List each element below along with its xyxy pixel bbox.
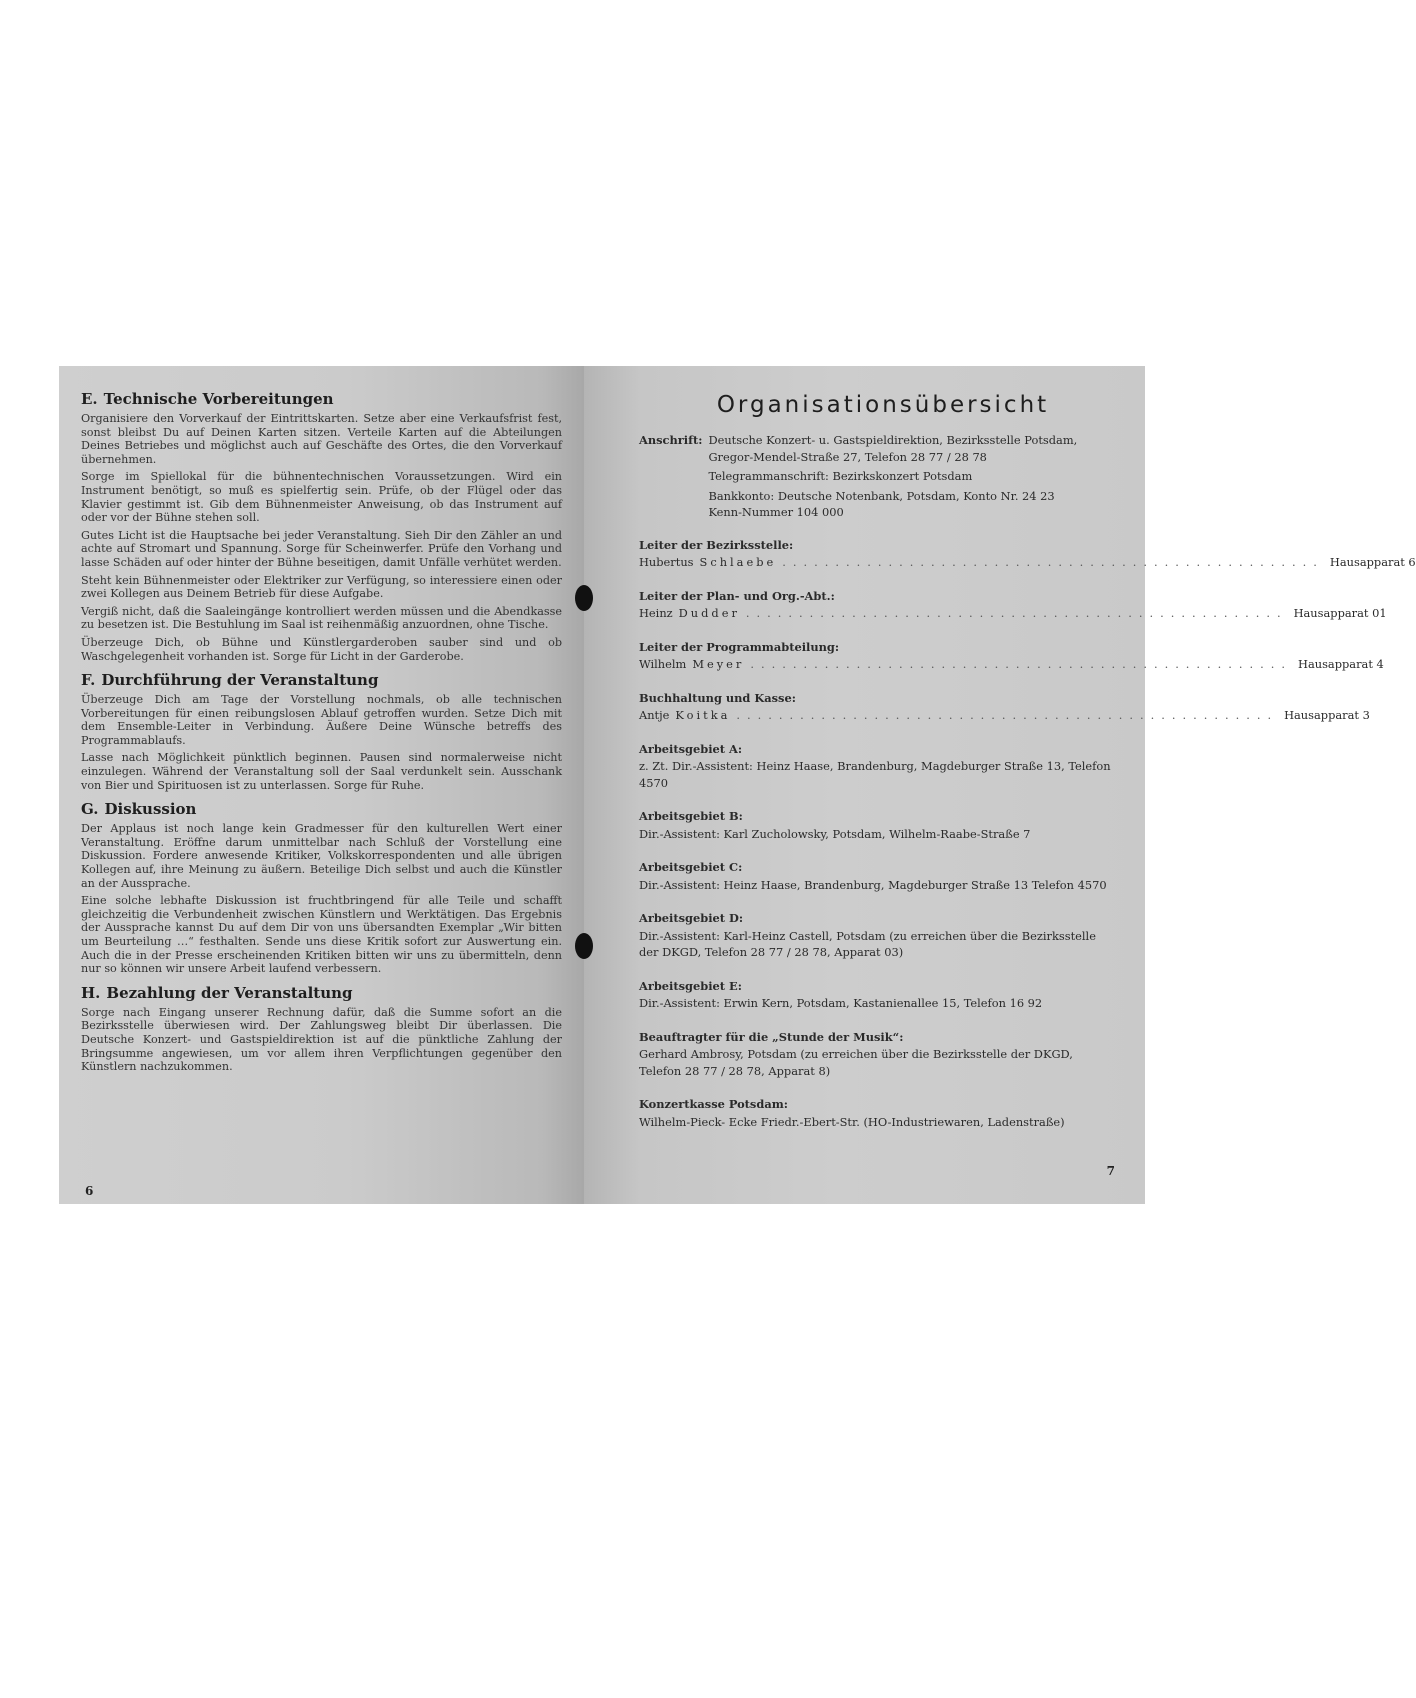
paragraph: Organisiere den Vorverkauf der Eintrittskarten. Setze aber eine Verkaufsfrist fest, sonst bleibst Du auf Deinen Karten sitzen. Verteile Karten auf die Abteilungen Deines Betriebes und möglichst auch auf Geschäfte des Ortes, die den Vorverkauf übernehmen. xyxy=(81,412,562,466)
entry-heading: Arbeitsgebiet E: xyxy=(639,978,742,993)
paragraph: Der Applaus ist noch lange kein Gradmesser für den kulturellen Wert einer Veranstaltung. Eröffne darum unmittelbar nach Schluß der Vorstellung eine Diskussion. Fordere anwesende Kritiker, Volkskorrespondenten und alle übrigen Kollegen auf, ihre Meinung zu äußern. Beteilige Dich selbst und auch die Künstler an der Aussprache. xyxy=(81,822,562,890)
area-entry xyxy=(639,1096,1115,1130)
area-entry xyxy=(639,910,1115,961)
area-entry xyxy=(639,741,1115,792)
leader-entry xyxy=(639,588,1387,622)
punch-hole xyxy=(575,933,593,959)
section-heading xyxy=(81,984,562,1002)
last-name: Meyer xyxy=(692,657,745,671)
section-heading xyxy=(81,800,562,818)
entry-line xyxy=(639,656,1384,673)
address-line: Kenn-Nummer 104 000 xyxy=(708,505,844,519)
first-name: Hubertus xyxy=(639,555,694,569)
page-title: Organisationsübersicht xyxy=(716,392,1050,418)
entry-heading: Leiter der Programmabteilung: xyxy=(639,639,840,654)
leader-entry xyxy=(639,690,1370,724)
leader-entry xyxy=(639,537,1416,571)
dot-leader: ................................................... xyxy=(782,555,1324,569)
section-heading xyxy=(81,390,562,408)
entry-heading: Arbeitsgebiet B: xyxy=(639,809,743,823)
paragraph: Eine solche lebhafte Diskussion ist fruchtbringend für alle Teile und schafft gleichzeitig die Verbundenheit zwischen Künstlern und Werktätigen. Das Ergebnis der Aussprache kannst Du auf dem Dir von uns übersandten Exemplar „Wir bitten um Beurteilung …“ festhalten. Sende uns diese Kritik sofort zur Auswertung ein. Auch die in der Presse erscheinenden Kritiken bitten wir uns zu übermitteln, denn nur so können wir unsere Arbeit laufend verbessern. xyxy=(81,894,562,976)
entry-text: Dir.-Assistent: Karl-Heinz Castell, Potsdam (zu erreichen über die Bezirksstelle der DKGD, Telefon 28 77 / 28 78, Apparat 03) xyxy=(639,928,1096,959)
section-letter: F. xyxy=(81,671,96,690)
left-page xyxy=(59,366,584,1204)
area-entry xyxy=(639,859,1115,893)
section-e xyxy=(81,390,562,663)
last-name: Koitka xyxy=(675,708,731,722)
paragraph: Sorge nach Eingang unserer Rechnung dafür, daß die Summe sofort an die Bezirksstelle überwiesen wird. Der Zahlungsweg bleibt Dir überlassen. Die Deutsche Konzert- und Gastspieldirektion ist auf die pünktliche Zahlung der Bringsumme angewiesen, um vor allem ihren Verpflichtungen gegenüber den Künstlern nachzukommen. xyxy=(81,1005,562,1074)
entry-text: Gerhard Ambrosy, Potsdam (zu erreichen über die Bezirksstelle der DKGD, Telefon 28 77 / 28 78, Apparat 8) xyxy=(639,1047,1073,1078)
address-line: Bankkonto: Deutsche Notenbank, Potsdam, Konto Nr. 24 23 xyxy=(708,488,1055,503)
section-heading xyxy=(81,671,562,689)
paragraph: Überzeuge Dich am Tage der Vorstellung nochmals, ob alle technischen Vorbereitungen für einen reibungslosen Ablauf getroffen wurden. Setze Dich mit dem Ensemble-Leiter in Verbindung. Äußere Deine Wünsche betreffs des Programmablaufs. xyxy=(81,693,562,747)
entry-heading: Beauftragter für die „Stunde der Musik“: xyxy=(639,1029,904,1044)
entry-text: z. Zt. Dir.-Assistent: Heinz Haase, Brandenburg, Magdeburger Straße 13, Telefon 4570 xyxy=(639,759,1111,790)
dot-leader: ................................................... xyxy=(750,657,1293,671)
dot-leader: ................................................... xyxy=(745,606,1288,620)
right-page xyxy=(584,366,1416,1204)
section-g xyxy=(81,800,562,976)
area-entry xyxy=(639,978,1115,1012)
entry-heading: Konzertkasse Potsdam: xyxy=(639,1097,788,1111)
paragraph: Vergiß nicht, daß die Saaleingänge kontrolliert werden müssen und die Abendkasse zu besetzen ist. Die Bestuhlung im Saal ist reihenmäßig anzuordnen, ohne Tische. xyxy=(81,604,562,632)
address-line: Telegrammanschrift: Bezirkskonzert Potsdam xyxy=(708,469,973,483)
address-block xyxy=(639,432,1115,521)
area-entry xyxy=(639,808,1115,842)
entry-text: Dir.-Assistent: Erwin Kern, Potsdam, Kastanienallee 15, Telefon 16 92 xyxy=(639,996,1043,1010)
section-letter: G. xyxy=(81,800,99,819)
paragraph: Lasse nach Möglichkeit pünktlich beginnen. Pausen sind normalerweise nicht einzulegen. Während der Veranstaltung soll der Saal verdunkelt sein. Ausschank von Bier und Spirituosen ist zu unterlassen. Sorge für Ruhe. xyxy=(81,751,562,792)
section-title: Technische Vorbereitungen xyxy=(103,390,334,408)
entry-heading: Arbeitsgebiet A: xyxy=(639,741,743,756)
first-name: Heinz xyxy=(639,606,673,620)
paragraph: Gutes Licht ist die Hauptsache bei jeder Veranstaltung. Sieh Dir den Zähler an und achte auf Stromart und Spannung. Sorge für Scheinwerfer. Prüfe den Vorhang und lasse Schäden auf oder hinter der Bühne beseitigen, damit Unfälle verhütet werden. xyxy=(81,528,562,569)
entry-text: Dir.-Assistent: Heinz Haase, Brandenburg, Magdeburger Straße 13 Telefon 4570 xyxy=(639,877,1107,892)
entry-text: Wilhelm-Pieck- Ecke Friedr.-Ebert-Str. (HO-Industriewaren, Ladenstraße) xyxy=(639,1114,1065,1129)
area-entry xyxy=(639,1029,1115,1080)
entry-heading: Arbeitsgebiet C: xyxy=(639,860,743,874)
extension: Hausapparat 4 xyxy=(1298,657,1384,671)
extension: Hausapparat 01 xyxy=(1293,606,1387,620)
booklet-spread xyxy=(59,366,1416,1204)
extension: Hausapparat 3 xyxy=(1284,708,1370,722)
leader-entry xyxy=(639,639,1384,673)
section-h xyxy=(81,984,562,1074)
entry-heading: Leiter der Plan- und Org.-Abt.: xyxy=(639,588,835,603)
section-title: Bezahlung der Veranstaltung xyxy=(106,983,353,1002)
last-name: Schlaebe xyxy=(699,555,777,569)
section-title: Durchführung der Veranstaltung xyxy=(101,671,379,690)
entry-line xyxy=(639,554,1416,571)
address-line: Deutsche Konzert- u. Gastspieldirektion, Bezirksstelle Potsdam, xyxy=(708,433,1078,447)
paragraph: Steht kein Bühnenmeister oder Elektriker zur Verfügung, so interessiere einen oder zwei Kollegen aus Deinem Betrieb für diese Aufgabe. xyxy=(81,573,562,601)
page-number-left: 6 xyxy=(85,1184,94,1198)
section-letter: E. xyxy=(81,390,98,408)
address-label: Anschrift: xyxy=(639,433,703,447)
last-name: Dudder xyxy=(678,606,740,620)
first-name: Antje xyxy=(639,708,670,722)
paragraph: Sorge im Spiellokal für die bühnentechnischen Voraussetzungen. Wird ein Instrument benötigt, so muß es spielfertig sein. Prüfe, ob der Flügel oder das Klavier gestimmt ist. Gib dem Bühnenmeister Anweisung, ob das Instrument auf oder vor der Bühne stehen soll. xyxy=(81,470,562,525)
address-line: Gregor-Mendel-Straße 27, Telefon 28 77 / 28 78 xyxy=(708,449,987,464)
entry-line xyxy=(639,605,1387,622)
paragraph: Überzeuge Dich, ob Bühne und Künstlergarderoben sauber sind und ob Waschgelegenheit vorhanden ist. Sorge für Licht in der Garderobe. xyxy=(81,635,562,663)
entry-text: Dir.-Assistent: Karl Zucholowsky, Potsdam, Wilhelm-Raabe-Straße 7 xyxy=(639,826,1031,841)
section-letter: H. xyxy=(81,983,101,1002)
extension: Hausapparat 6 xyxy=(1329,555,1416,569)
entry-line xyxy=(639,707,1370,724)
address-lines xyxy=(708,432,1077,521)
section-f xyxy=(81,671,562,792)
punch-hole xyxy=(575,585,593,611)
entry-heading: Buchhaltung und Kasse: xyxy=(639,690,796,705)
first-name: Wilhelm xyxy=(639,657,687,671)
page-number-right: 7 xyxy=(1106,1164,1115,1178)
section-title: Diskussion xyxy=(104,800,197,819)
dot-leader: ................................................... xyxy=(736,708,1279,722)
entry-heading: Leiter der Bezirksstelle: xyxy=(639,537,794,552)
entry-heading: Arbeitsgebiet D: xyxy=(639,911,744,925)
